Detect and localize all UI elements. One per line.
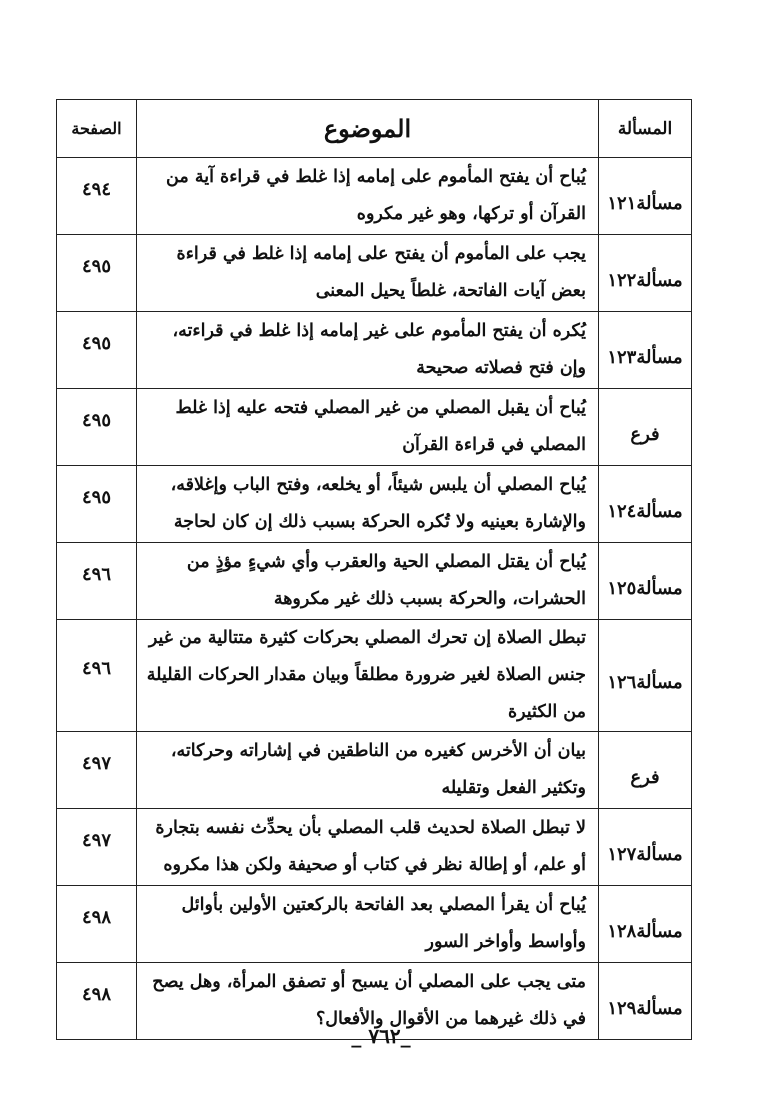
page-cell: ٤٩٥: [57, 466, 137, 543]
issue-cell: مسألة١٢٥: [599, 543, 692, 620]
page-number: _٧٦٢ _: [351, 1024, 411, 1048]
page-cell: ٤٩٨: [57, 963, 137, 1040]
topic-cell: يُباح أن يقرأ المصلي بعد الفاتحة بالركعتين الأولين بأوائل وأواسط وأواخر السور: [137, 886, 599, 963]
page-cell: ٤٩٦: [57, 543, 137, 620]
page-cell: ٤٩٧: [57, 809, 137, 886]
table-row: [57, 158, 692, 235]
page-cell: ٤٩٧: [57, 732, 137, 809]
issue-cell: مسألة١٢١: [599, 158, 692, 235]
page-cell: ٤٩٥: [57, 312, 137, 389]
issue-cell: مسألة١٢٧: [599, 809, 692, 886]
index-table: [56, 99, 692, 1040]
table-row: [57, 466, 692, 543]
issue-cell: مسألة١٢٣: [599, 312, 692, 389]
table-row: [57, 312, 692, 389]
page-cell: ٤٩٥: [57, 389, 137, 466]
page-cell: ٤٩٨: [57, 886, 137, 963]
topic-cell: يُباح أن يقبل المصلي من غير المصلي فتحه عليه إذا غلط المصلي في قراءة القرآن: [137, 389, 599, 466]
issue-cell: مسألة١٢٦: [599, 620, 692, 732]
table-row: [57, 389, 692, 466]
topic-cell: يُباح أن يفتح المأموم على إمامه إذا غلط في قراءة آية من القرآن أو تركها، وهو غير مكروه: [137, 158, 599, 235]
issue-cell: مسألة١٢٨: [599, 886, 692, 963]
topic-cell: متى يجب على المصلي أن يسبح أو تصفق المرأة، وهل يصح في ذلك غيرهما من الأقوال والأفعال؟: [137, 963, 599, 1040]
topic-cell: لا تبطل الصلاة لحديث قلب المصلي بأن يحدِّث نفسه بتجارة أو علم، أو إطالة نظر في كتاب أو صحيفة ولكن هذا مكروه: [137, 809, 599, 886]
table-row: [57, 235, 692, 312]
issue-cell: مسألة١٢٢: [599, 235, 692, 312]
header-row: [57, 100, 692, 158]
topic-cell: يُباح أن يقتل المصلي الحية والعقرب وأي شيءٍ مؤذٍ من الحشرات، والحركة بسبب ذلك غير مكروهة: [137, 543, 599, 620]
topic-cell: بيان أن الأخرس كغيره من الناطقين في إشاراته وحركاته، وتكثير الفعل وتقليله: [137, 732, 599, 809]
topic-cell: تبطل الصلاة إن تحرك المصلي بحركات كثيرة متتالية من غير جنس الصلاة لغير ضرورة مطلقاً وبيان مقدار الحركات القليلة من الكثيرة: [137, 620, 599, 732]
page-cell: ٤٩٥: [57, 235, 137, 312]
issue-cell: فرع: [599, 732, 692, 809]
header-issue: المسألة: [599, 100, 692, 158]
table-row: [57, 732, 692, 809]
table-row: [57, 543, 692, 620]
topic-cell: يُباح المصلي أن يلبس شيئاً، أو يخلعه، وفتح الباب وإغلاقه، والإشارة بعينيه ولا تُكره الحركة بسبب ذلك إن كان لحاجة: [137, 466, 599, 543]
issue-cell: فرع: [599, 389, 692, 466]
header-topic: الموضوع: [137, 100, 599, 158]
table-row: [57, 620, 692, 732]
table-row: [57, 809, 692, 886]
page-cell: ٤٩٦: [57, 620, 137, 732]
issue-cell: مسألة١٢٩: [599, 963, 692, 1040]
topic-cell: يُكره أن يفتح المأموم على غير إمامه إذا غلط في قراءته، وإن فتح فصلاته صحيحة: [137, 312, 599, 389]
table-row: [57, 886, 692, 963]
page-cell: ٤٩٤: [57, 158, 137, 235]
issue-cell: مسألة١٢٤: [599, 466, 692, 543]
topic-cell: يجب على المأموم أن يفتح على إمامه إذا غلط في قراءة بعض آيات الفاتحة، غلطاً يحيل المعنى: [137, 235, 599, 312]
header-page: الصفحة: [57, 100, 137, 158]
